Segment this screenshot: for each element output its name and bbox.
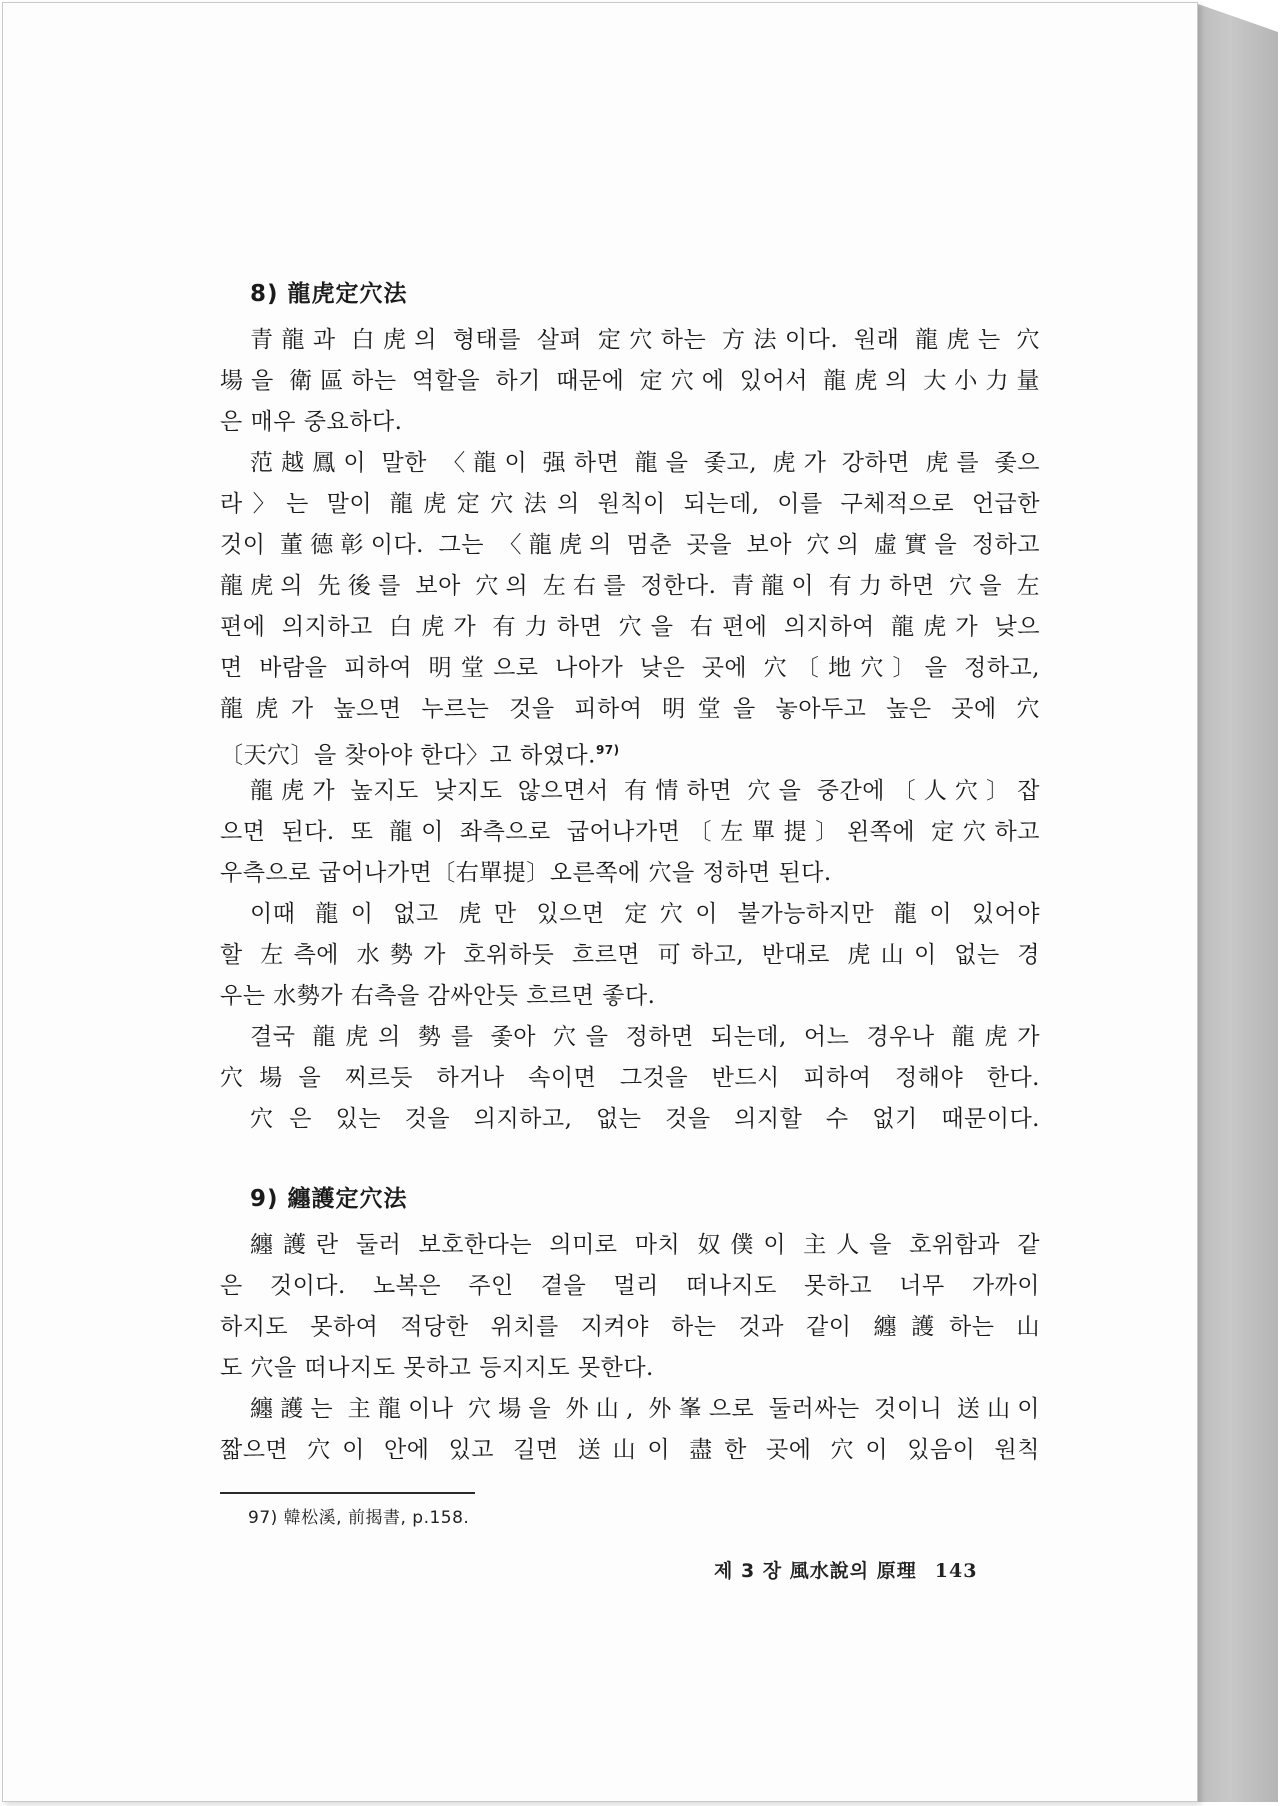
paragraph	[220, 1225, 1040, 1389]
page-number: 143	[934, 1560, 978, 1582]
text-line: 은 것이다. 노복은 주인 곁을 멀리 떠나지도 못하고 너무 가까이	[220, 1273, 1040, 1299]
paragraph	[220, 1017, 1040, 1140]
text-line: 〔天穴〕을 찾아야 한다〉고 하였다.	[220, 742, 596, 769]
text-line: 할 左측에 水勢가 호위하듯 흐르면 可하고, 반대로 虎山이 없는 경	[220, 942, 1040, 968]
text-line: 穴場을 찌르듯 하거나 속이면 그것을 반드시 피하여 정해야 한다.	[220, 1065, 1040, 1091]
text-line: 纏護는 主龍이나 穴場을 外山, 外峯으로 둘러싸는 것이니 送山이	[250, 1396, 1040, 1422]
text-line: 穴은 있는 것을 의지하고, 없는 것을 의지할 수 없기 때문이다.	[250, 1106, 1040, 1132]
text-line: 우측으로 굽어나가면〔右單提〕오른쪽에 穴을 정하면 된다.	[220, 860, 832, 886]
text-line: 龍虎의 先後를 보아 穴의 左右를 정한다. 青龍이 有力하면 穴을 左	[220, 573, 1040, 599]
text-line: 이때 龍이 없고 虎만 있으면 定穴이 불가능하지만 龍이 있어야	[250, 901, 1040, 927]
section-heading-8: 8) 龍虎定穴法	[250, 281, 408, 307]
text-line: 우는 水勢가 右측을 감싸안듯 흐르면 좋다.	[220, 983, 656, 1009]
text-line-with-footnote	[220, 730, 1040, 771]
paragraph	[220, 771, 1040, 894]
text-line: 으면 된다. 또 龍이 좌측으로 굽어나가면〔左單提〕왼쪽에 定穴하고	[220, 819, 1040, 845]
paragraph	[220, 1389, 1040, 1471]
text-line: 짧으면 穴이 안에 있고 길면 送山이 盡한 곳에 穴이 있음이 원칙	[220, 1437, 1040, 1463]
text-line: 龍虎가 높으면 누르는 것을 피하여 明堂을 놓아두고 높은 곳에 穴	[220, 696, 1040, 722]
text-line: 場을 衛區하는 역할을 하기 때문에 定穴에 있어서 龍虎의 大小力量	[220, 368, 1040, 394]
text-line: 范越鳳이 말한 〈龍이 强하면 龍을 좇고, 虎가 강하면 虎를 좇으	[250, 450, 1040, 476]
text-line: 것이 董德彰이다. 그는 〈龍虎의 멈춘 곳을 보아 穴의 虛實을 정하고	[220, 532, 1040, 558]
section-heading-9: 9) 纏護定穴法	[250, 1186, 408, 1212]
text-line: 青龍과 白虎의 형태를 살펴 定穴하는 方法이다. 원래 龍虎는 穴	[250, 327, 1040, 353]
book-page-edge	[1198, 4, 1278, 1802]
footnote-ref: 97)	[595, 743, 620, 757]
page-body	[220, 275, 1040, 1471]
text-line: 편에 의지하고 白虎가 有力하면 穴을 右편에 의지하여 龍虎가 낮으	[220, 614, 1040, 640]
text-line: 하지도 못하여 적당한 위치를 지켜야 하는 것과 같이 纏護하는 山	[220, 1314, 1040, 1340]
text-line: 도 穴을 떠나지도 못하고 등지지도 못한다.	[220, 1355, 654, 1381]
paragraph	[220, 894, 1040, 1017]
paragraph	[220, 320, 1040, 443]
text-line: 은 매우 중요하다.	[220, 409, 403, 435]
paragraph	[220, 443, 1040, 771]
text-line: 결국 龍虎의 勢를 좇아 穴을 정하면 되는데, 어느 경우나 龍虎가	[250, 1024, 1040, 1050]
text-line: 라〉는 말이 龍虎定穴法의 원칙이 되는데, 이를 구체적으로 언급한	[220, 491, 1040, 517]
footnote: 97) 韓松溪, 前揭書, p.158.	[248, 1508, 470, 1528]
footnote-divider	[220, 1492, 475, 1494]
text-line: 龍虎가 높지도 낮지도 않으면서 有情하면 穴을 중간에〔人穴〕잡	[250, 778, 1040, 804]
chapter-title: 제 3 장 風水說의 原理	[714, 1560, 917, 1582]
text-line: 纏護란 둘러 보호한다는 의미로 마치 奴僕이 主人을 호위함과 같	[250, 1232, 1040, 1258]
running-footer	[714, 1556, 977, 1583]
text-line: 면 바람을 피하여 明堂으로 나아가 낮은 곳에 穴〔地穴〕을 정하고,	[220, 655, 1040, 681]
section-gap	[220, 1140, 1040, 1180]
